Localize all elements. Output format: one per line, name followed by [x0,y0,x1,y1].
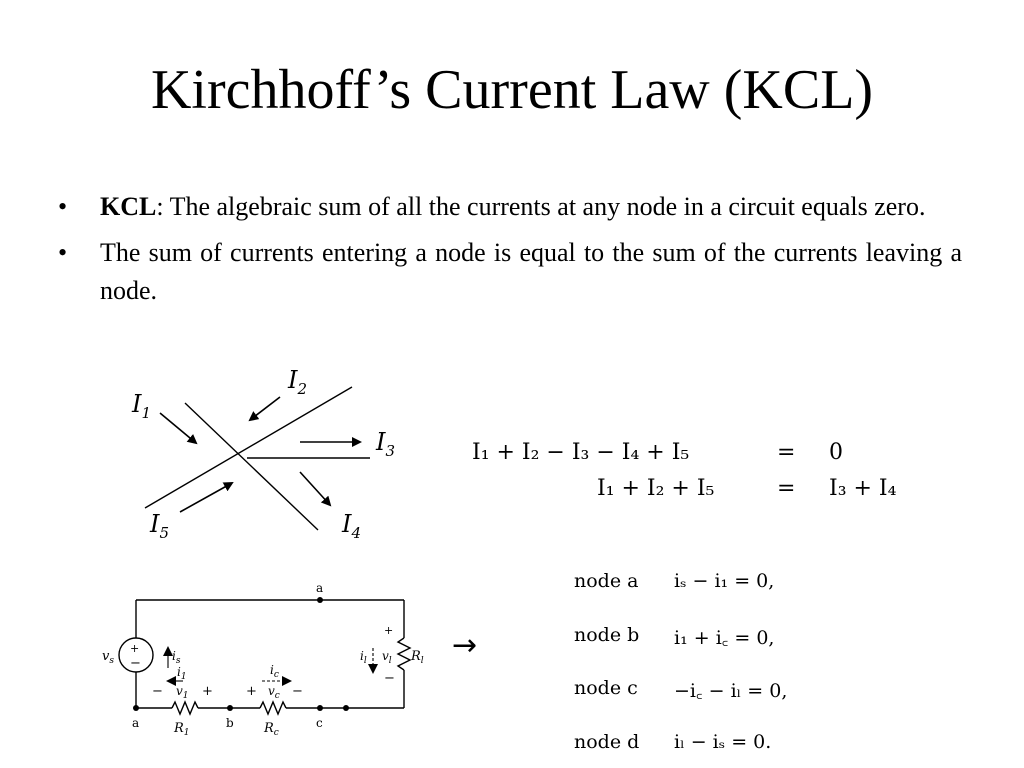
label-i3: $I_3$ [376,428,396,460]
node-equation-c [574,677,834,705]
v1-minus: − [152,684,163,699]
vc-plus: + [246,684,257,699]
v1-label: $v_1$ [176,684,189,701]
bullet-dot: • [58,192,68,221]
resistor-r1 [172,702,198,714]
entering-leaving-text: The sum of currents entering a node is equal to the sum of the currents leaving a node. [100,238,962,305]
ic-label: $i_c$ [270,663,279,680]
vl-plus: + [384,624,394,637]
node-equation-d [574,731,834,759]
r1-label: $R_1$ [174,721,190,738]
node-equation-label: node a [574,570,639,592]
source-minus: − [130,656,141,671]
kcl-definition-text: : The algebraic sum of all the currents at any node in a circuit equals zero. [156,192,926,221]
slide-title: Kirchhoff’s Current Law (KCL) [150,59,874,121]
source-label: $v_s$ [102,649,114,666]
equation-1-right: 0 [829,440,843,465]
label-i5: $I_5$ [150,510,170,542]
node-equation-a [574,570,834,598]
node-c2-dot [343,705,349,711]
vc-label: $v_c$ [268,684,280,701]
node-equation-b [574,624,834,652]
equation-2-equals: = [777,476,796,501]
label-i4: $I_4$ [342,510,362,542]
node-b-dot [227,705,233,711]
v1-plus: + [202,684,213,699]
node-equation-label: node b [574,624,640,646]
equation-2-left: I₁ + I₂ + I₅ [597,476,715,501]
is-label: $i_s$ [172,649,181,666]
implies-arrow-icon: → [452,628,478,663]
node-a-label: a [132,716,140,730]
kcl-term: KCL [100,192,157,221]
resistor-rl [398,638,410,670]
node-equation-body: −i꜀ − iₗ = 0, [674,680,788,702]
node-c-label: c [316,716,323,730]
vl-label: $v_l$ [382,649,392,666]
node-equation-body: iₛ − i₁ = 0, [674,570,775,592]
node-a-top-label: a [316,581,324,595]
node-equation-label: node c [574,677,638,699]
node-a-dot [133,705,139,711]
label-i1: $I_1$ [132,390,152,422]
vc-minus: − [292,684,303,699]
resistor-rc [260,702,286,714]
equation-1-equals: = [777,440,796,465]
il-label: $i_l$ [360,649,367,666]
node-c-dot [317,705,323,711]
rl-label: $R_l$ [411,649,424,666]
node-equation-body: i₁ + i꜀ = 0, [674,627,775,649]
source-plus: + [130,642,140,655]
equation-1-left: I₁ + I₂ − I₃ − I₄ + I₅ [472,440,690,465]
node-equation-label: node d [574,731,640,753]
bullet-dot: • [58,238,68,267]
i1-label: $i_1$ [177,665,187,682]
vl-minus: − [384,671,395,686]
node-b-label: b [226,716,234,730]
equation-2-right: I₃ + I₄ [829,476,897,501]
rc-label: $R_c$ [264,721,279,738]
node-top-dot [317,597,323,603]
label-i2: $I_2$ [288,366,308,398]
node-equation-body: iₗ − iₛ = 0. [674,731,772,753]
